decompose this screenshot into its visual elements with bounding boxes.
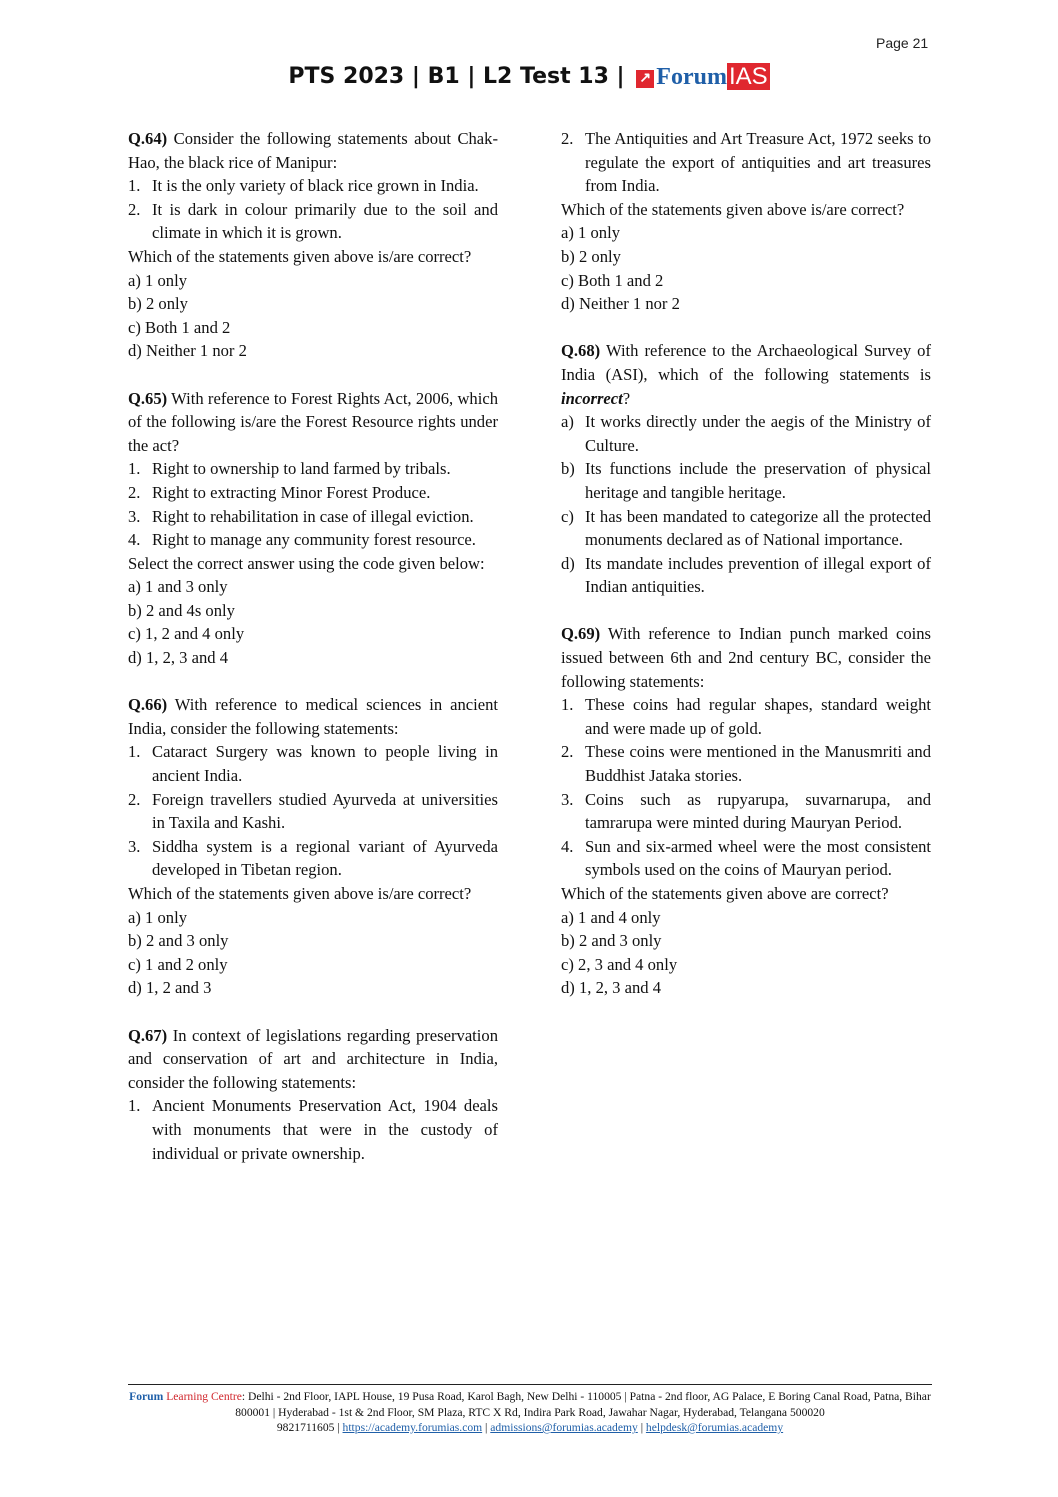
answer-option[interactable]: d) 1, 2, 3 and 4	[128, 648, 229, 668]
question-prompt: Which of the statements given above is/are correct?	[561, 199, 905, 219]
answer-option[interactable]: b) 2 and 3 only	[128, 931, 229, 951]
statement-number: 1.	[561, 695, 574, 715]
answer-option[interactable]: a) 1 only	[128, 270, 187, 290]
statement	[128, 835, 498, 882]
answer-option[interactable]: d) 1, 2 and 3	[128, 978, 212, 998]
statement-number: 1.	[128, 742, 141, 762]
question-q65	[128, 387, 498, 670]
statement-text: Siddha system is a regional variant of Ayurveda developed in Tibetan region.	[152, 836, 498, 880]
answer-option[interactable]: a) 1 only	[128, 907, 187, 927]
question-q67	[128, 1024, 498, 1166]
question-stem	[128, 693, 498, 740]
statement-number: 4.	[128, 530, 141, 550]
question-text: With reference to Indian punch marked coins issued between 6th and 2nd century BC, consider the following statements:	[561, 624, 931, 691]
question-text: With reference to the Archaeological Survey of India (ASI), which of the following statements is	[561, 341, 931, 384]
statement	[561, 410, 931, 457]
statement-text: It has been mandated to categorize all the protected monuments declared as of National importance.	[585, 506, 931, 550]
document-title	[0, 64, 1058, 90]
question-number: Q.69)	[561, 624, 601, 644]
question-prompt: Which of the statements given above are correct?	[561, 884, 889, 903]
question-prompt: Select the correct answer using the code given below:	[128, 553, 485, 573]
statement-number: c)	[561, 506, 574, 526]
question-text: Consider the following statements about Chak-Hao, the black rice of Manipur:	[128, 129, 498, 172]
answer-option[interactable]: b) 2 and 4s only	[128, 600, 235, 620]
statement-text: Ancient Monuments Preservation Act, 1904 deals with monuments that were in the custody of individual or private ownership.	[152, 1096, 498, 1163]
question-q67	[561, 127, 931, 316]
question-text: With reference to medical sciences in ancient India, consider the following statements:	[128, 695, 498, 738]
answer-option[interactable]: c) Both 1 and 2	[561, 270, 664, 290]
statement-number: a)	[561, 412, 574, 432]
right-column	[561, 127, 931, 1024]
answer-option[interactable]: d) 1, 2, 3 and 4	[561, 978, 662, 998]
statement	[561, 552, 931, 599]
statement	[561, 505, 931, 552]
left-column	[128, 127, 498, 1165]
footer-phone: 9821711605 |	[276, 1421, 343, 1434]
statement-number: 3.	[128, 506, 141, 526]
statement	[561, 788, 931, 835]
forumias-logo	[636, 64, 769, 90]
statement	[561, 127, 931, 198]
answer-option[interactable]: c) 1 and 2 only	[128, 954, 228, 974]
page-number: Page 21	[876, 35, 929, 51]
statement-text: Its mandate includes prevention of illegal export of Indian antiquities.	[585, 553, 931, 597]
website-link[interactable]: https://academy.forumias.com	[342, 1421, 483, 1434]
statement-text: Right to extracting Minor Forest Produce.	[152, 482, 431, 502]
question-stem	[128, 127, 498, 174]
answer-option[interactable]: c) Both 1 and 2	[128, 317, 231, 337]
admissions-email-link[interactable]: admissions@forumias.academy	[490, 1421, 638, 1434]
question-text: In context of legislations regarding preservation and conservation of art and architecture in India, consider the following statements:	[128, 1025, 498, 1092]
statement	[561, 835, 931, 882]
statement-number: 2.	[561, 742, 574, 762]
footer-sep: |	[482, 1421, 491, 1434]
question-q64	[128, 127, 498, 363]
statement-number: 2.	[128, 482, 141, 502]
statement	[128, 528, 498, 552]
statement-number: 1.	[128, 459, 141, 479]
footer-brand: Forum	[129, 1390, 164, 1403]
statement	[128, 198, 498, 245]
arrow-icon: ↗	[636, 70, 654, 88]
statement-text: It works directly under the aegis of the Ministry of Culture.	[585, 412, 931, 455]
question-text-end: ?	[622, 388, 631, 408]
answer-option[interactable]: c) 1, 2 and 4 only	[128, 624, 245, 644]
logo-forum: Forum	[656, 64, 727, 90]
question-stem	[561, 622, 931, 693]
footer-sep: |	[637, 1421, 646, 1434]
answer-option[interactable]: b) 2 only	[561, 246, 621, 266]
statement-number: d)	[561, 553, 575, 573]
statement-number: b)	[561, 459, 575, 479]
answer-option[interactable]: d) Neither 1 nor 2	[561, 294, 680, 314]
answer-option[interactable]: a) 1 only	[561, 223, 620, 243]
statement-text: These coins had regular shapes, standard weight and were made up of gold.	[585, 695, 931, 738]
question-text: With reference to Forest Rights Act, 2006, which of the following is/are the Forest Resource rights under the act?	[128, 388, 498, 455]
answer-option[interactable]: c) 2, 3 and 4 only	[561, 954, 678, 974]
statement	[128, 481, 498, 505]
question-stem	[561, 339, 931, 410]
question-stem	[128, 1024, 498, 1095]
statement-text: Foreign travellers studied Ayurveda at universities in Taxila and Kashi.	[152, 789, 498, 833]
answer-option[interactable]: b) 2 and 3 only	[561, 931, 662, 951]
statement-text: It is the only variety of black rice grown in India.	[152, 176, 479, 196]
statement-number: 2.	[561, 129, 574, 148]
statement	[128, 174, 498, 198]
footer	[128, 1384, 932, 1436]
statement-text: Right to manage any community forest resource.	[152, 530, 476, 550]
statement-number: 1.	[128, 176, 141, 196]
question-stem	[128, 387, 498, 458]
statement-number: 2.	[128, 789, 141, 809]
helpdesk-email-link[interactable]: helpdesk@forumias.academy	[645, 1421, 784, 1434]
answer-option[interactable]: b) 2 only	[128, 294, 188, 314]
statement	[128, 505, 498, 529]
statement-number: 3.	[561, 789, 574, 809]
answer-option[interactable]: a) 1 and 3 only	[128, 577, 228, 597]
statement	[128, 1094, 498, 1165]
statement-text: Sun and six-armed wheel were the most consistent symbols used on the coins of Mauryan period.	[585, 836, 931, 880]
statement-text: These coins were mentioned in the Manusmriti and Buddhist Jataka stories.	[585, 742, 931, 786]
question-number: Q.64)	[128, 129, 168, 148]
statement	[128, 740, 498, 787]
question-q66	[128, 693, 498, 1000]
statement-number: 4.	[561, 836, 574, 856]
question-prompt: Which of the statements given above is/are correct?	[128, 246, 472, 266]
footer-brand-sub: Learning Centre	[163, 1390, 242, 1403]
statement-text: Cataract Surgery was known to people living in ancient India.	[152, 742, 498, 786]
question-q68	[561, 339, 931, 599]
answer-option[interactable]: a) 1 and 4 only	[561, 907, 661, 927]
statement	[128, 457, 498, 481]
statement-number: 1.	[128, 1096, 141, 1116]
footer-sep: :	[241, 1390, 248, 1403]
statement-number: 2.	[128, 199, 141, 219]
statement-text: The Antiquities and Art Treasure Act, 1972 seeks to regulate the export of antiquities and art treasures from India.	[585, 129, 931, 196]
question-q69	[561, 622, 931, 1000]
statement-text: Coins such as rupyarupa, suvarnarupa, and tamrarupa were minted during Mauryan Period.	[585, 789, 931, 833]
question-number: Q.67)	[128, 1025, 168, 1045]
statement-text: Right to ownership to land farmed by tribals.	[152, 459, 451, 479]
question-number: Q.68)	[561, 341, 601, 361]
statement	[561, 693, 931, 740]
statement-text: Right to rehabilitation in case of illegal eviction.	[152, 506, 474, 526]
statement	[561, 457, 931, 504]
emphasis: incorrect	[561, 388, 623, 408]
question-number: Q.65)	[128, 388, 168, 408]
footer-addresses: Delhi - 2nd Floor, IAPL House, 19 Pusa Road, Karol Bagh, New Delhi - 110005 | Patna - 2nd floor, AG Palace, E Boring Canal Road, Patna, Bihar 800001 | Hyderabad - 1st & 2nd Floor, SM Plaza, RTC X Rd, Indira Park Road, Jawahar Nagar, Hyderabad, Telangana 500020	[235, 1390, 931, 1419]
statement-number: 3.	[128, 836, 141, 856]
statement-text: Its functions include the preservation of physical heritage and tangible heritage.	[585, 459, 931, 502]
statement	[561, 740, 931, 787]
question-number: Q.66)	[128, 695, 168, 715]
logo-ias: IAS	[728, 63, 768, 90]
answer-option[interactable]: d) Neither 1 nor 2	[128, 341, 247, 361]
test-title: PTS 2023 | B1 | L2 Test 13 |	[288, 64, 625, 89]
statement-text: It is dark in colour primarily due to the soil and climate in which it is grown.	[152, 199, 498, 243]
question-prompt: Which of the statements given above is/are correct?	[128, 884, 472, 903]
statement	[128, 788, 498, 835]
